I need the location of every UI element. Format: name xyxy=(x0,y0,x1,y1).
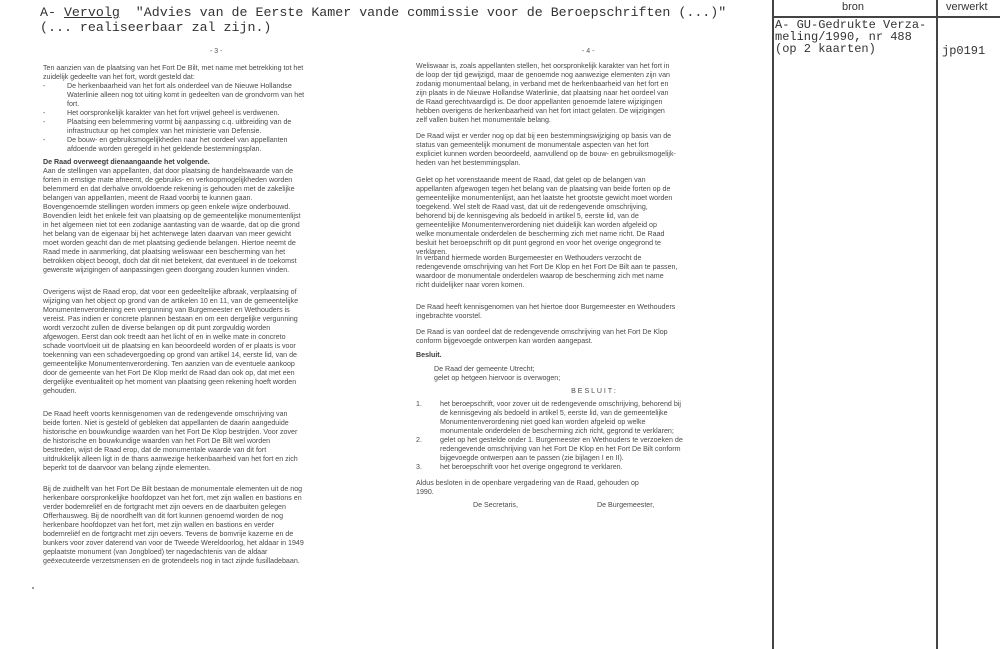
scan-speck xyxy=(32,587,34,589)
text-line: Bovengenoemde stellingen worden immers op geen enkele wijze onderbouwd. xyxy=(43,202,291,211)
text-line: bestreden, wijst de Raad erop, dat de monumentale waarde van dit fort xyxy=(43,445,267,454)
text-line: toegekend. Wel stelt de Raad vast, dat uit de redengevende omschrijving, xyxy=(416,202,648,211)
text-line: forten in ernstige mate afneemt, de gebruiks- en verkoopmogelijkheden worden xyxy=(43,175,293,184)
signature-mayor: De Burgemeester, xyxy=(597,501,655,509)
text-line: verder bodemreliëf en de fortgracht met zijn oevers en de daarbuiten gelegen xyxy=(43,502,286,511)
text-line: Het oorspronkelijk karakter van het fort vrijwel geheel is verdwenen. xyxy=(67,108,280,117)
text-line: schade voortvloeit uit de plaatsing en kan beoordeeld worden of er plaats is voor xyxy=(43,341,296,350)
text-line: 1990. xyxy=(416,487,434,496)
paragraph xyxy=(416,351,771,360)
text-line: monumentale onderdelen de bescherming zich richt, gegrond te verklaren; xyxy=(440,426,674,435)
paragraph xyxy=(416,303,771,321)
list-marker: - xyxy=(43,108,46,117)
text-line: behorend bij de kennisgeving als bedoeld in artikel 5, eerste lid, van de xyxy=(416,211,639,220)
text-line: De Raad wijst er verder nog op dat bij een bestemmingswijziging op basis van de xyxy=(416,131,672,140)
list-item xyxy=(43,109,393,118)
text-line: beperkt tot de daarvoor van belang zijnde elementen. xyxy=(43,463,211,472)
text-line: gemeentelijke monumentenlijst, aan het laatste het grootste gewicht moet worden xyxy=(416,193,673,202)
text-line: belemmerd en dat derhalve onvoldoende rekening is gehouden met de zakelijke xyxy=(43,184,295,193)
text-line: de kennisgeving als bedoeld in artikel 5, eerste lid, van de gemeentelijke xyxy=(440,408,668,417)
text-line: conform bijgevoegde ontwerpen kan worden aangepast. xyxy=(416,336,593,345)
list-item xyxy=(43,136,393,154)
text-line: Weliswaar is, zoals appellanten stellen, het oorspronkelijk karakter van het fort in xyxy=(416,61,670,70)
paragraph xyxy=(43,158,393,275)
paragraph xyxy=(416,132,771,168)
text-line: De bouw- en gebruiksmogelijkheden naar het oordeel van appellanten xyxy=(67,135,288,144)
text-line: zijn plaats in de Nieuwe Hollandse Waterlinie, dat plaatsing naar het oordeel van xyxy=(416,88,669,97)
text-line: Gelet op het vorenstaande meent de Raad, dat gelet op de belangen van xyxy=(416,175,646,184)
panel-divider-left xyxy=(772,0,774,649)
paragraph xyxy=(416,62,771,125)
text-line: zelf vallen buiten het monumentale belang. xyxy=(416,115,551,124)
paragraph xyxy=(43,485,393,566)
paragraph xyxy=(416,479,771,497)
text-line: Offerhausweg. Bij de noordhelft van dit fort kunnen genoemd worden de nog xyxy=(43,511,284,520)
text-line: herkenbare hoofdopzet van het fort, met zijn wallen en bastions en verder xyxy=(43,520,275,529)
text-line: De Raad is van oordeel dat de redengevende omschrijving van het Fort De Klop xyxy=(416,327,668,336)
list-marker: 3. xyxy=(416,462,422,471)
text-line: door de gemeente van het Fort De Klop merkt de Raad dan ook op, dat met een xyxy=(43,368,295,377)
text-line: verklaren. xyxy=(416,247,448,256)
paragraph xyxy=(416,400,771,472)
text-line: De Raad der gemeente Utrecht; xyxy=(434,364,535,373)
text-line: De herkenbaarheid van het fort als onderdeel van de Nieuwe Hollandse xyxy=(67,81,292,90)
text-line: Raad mede in aanmerking, dat plaatsing weliswaar een bescherming van het xyxy=(43,247,286,256)
text-line: welke monumentale onderdelen de bescherming zich met name richt. De Raad xyxy=(416,229,665,238)
text-line: geëxecuteerde verzetsmensen en de grotendeels nog in tact zijnde fusilladebaan. xyxy=(43,556,300,565)
list-item xyxy=(416,463,771,472)
text-line: bijgevoegde ontwerpen aan te passen (zie bijlagen I en II). xyxy=(440,453,624,462)
text-line: wordt verzocht zullen de diverse belangen op dit punt zorgvuldig worden xyxy=(43,323,271,332)
text-line: het belang van de eigenaar bij het achterwege laten daarvan van meer gewicht xyxy=(43,229,292,238)
text-line: fort. xyxy=(67,99,80,108)
text-line: moet worden geacht dan de met plaatsing gediende belangen. Hiertoe neemt de xyxy=(43,238,296,247)
title-line-2: (... realiseerbaar zal zijn.) xyxy=(40,20,272,35)
text-line: waardoor de monumentale onderdelen waarop de bescherming zich met name xyxy=(416,271,664,280)
text-line: Waterlinie alleen nog tot uiting komt in gedeelten van de grondvorm van het xyxy=(67,90,305,99)
paragraph xyxy=(43,288,393,396)
text-line: Plaatsing een belemmering vormt bij aanpassing c.q. uitbreiding van de xyxy=(67,117,292,126)
text-line: dergelijke eventualiteit op het moment van plaatsing geen rekening hoeft worden xyxy=(43,377,297,386)
source-line: meling/1990, nr 488 xyxy=(775,30,912,44)
text-line: richt duidelijker naar voren komen. xyxy=(416,280,525,289)
list-item xyxy=(416,400,771,436)
column-header-bron: bron xyxy=(842,1,865,13)
paragraph xyxy=(434,365,789,383)
title-prefix: A- xyxy=(40,5,64,20)
text-line: herkenbare oorspronkelijke hoofdopzet van het fort, met zijn wallen en bastions en xyxy=(43,493,302,502)
text-line: uitdrukkelijk alleen ligt in de thans aanwezige herkenbaarheid van het fort en zich xyxy=(43,454,298,463)
text-line: afgewogen. Eerst dan ook treedt aan het licht of en in welke mate in concreto xyxy=(43,332,286,341)
page-number-3: - 3 - xyxy=(210,48,223,55)
text-line: infrastructuur op het complex van het ministerie van Defensie. xyxy=(67,126,262,135)
text-line: historische en bouwkundige waarden van het Fort De Klop bestrijden. Voor zover xyxy=(43,427,298,436)
paragraph xyxy=(43,410,393,473)
text-line: de historische en bouwkundige waarden van het Fort De Bilt wel worden xyxy=(43,436,271,445)
text-line: appellanten afgewogen tegen het belang van de plaatsing van beide forten op de xyxy=(416,184,671,193)
text-line: de Raad gerechtvaardigd is. De door appellanten genoemde latere wijzigingen xyxy=(416,97,663,106)
paragraph-heading: Besluit. xyxy=(416,350,442,359)
text-line: vereist. Pas indien er concrete plannen bestaan en om een dergelijke vergunning xyxy=(43,314,298,323)
processed-code: jp0191 xyxy=(942,44,986,58)
paragraph xyxy=(416,328,771,346)
list-item xyxy=(43,118,393,136)
text-line: In verband hiermede worden Burgemeester en Wethouders verzocht de xyxy=(416,253,642,262)
list-marker: - xyxy=(43,81,46,90)
text-line: toekenning van een schadevergoeding op grond van artikel 14, eerste lid, van de xyxy=(43,350,297,359)
paragraph xyxy=(416,176,771,257)
source-line: (op 2 kaarten) xyxy=(775,42,876,56)
list-item xyxy=(416,436,771,463)
text-line: afdoende worden geregeld in het geldende bestemmingsplan. xyxy=(67,144,262,153)
text-line: in het algemeen niet tot een zodanige aantasting van de waarde, dat op die grond xyxy=(43,220,300,229)
paragraph xyxy=(43,82,393,154)
text-line: bodemreliëf en de fortgracht met zijn oevers. Tevens de bomvrije kazerne en de xyxy=(43,529,294,538)
paragraph xyxy=(416,254,771,290)
text-line: Ten aanzien van de plaatsing van het Fort De Bilt, met name met betrekking tot het xyxy=(43,63,304,72)
text-line: gemeentelijke Monumentenverordening niet duidelijk kan worden afgeleid op xyxy=(416,220,657,229)
title-line-1 xyxy=(40,5,726,20)
text-line: Aldus besloten in de openbare vergadering van de Raad, gehouden op xyxy=(416,478,639,487)
text-line: betrokken object beoogt, doch dat dit niet betekent, dat eventueel in de toekomst xyxy=(43,256,297,265)
text-line: beide forten. Niet is gesteld of gebleken dat appellanten de daarin aangeduide xyxy=(43,418,289,427)
page-number-4: - 4 - xyxy=(582,48,595,55)
text-line: redengevende omschrijving van het Fort De Klop en het Fort De Bilt aan te passen, xyxy=(416,262,678,271)
vervolg-label: Vervolg xyxy=(63,5,120,20)
paragraph xyxy=(43,64,393,82)
text-line: Monumentenverordening een vergunning van Burgemeester en Wethouders is xyxy=(43,305,290,314)
text-line: Bij de zuidhelft van het Fort De Bilt bestaan de monumentale elementen uit de nog xyxy=(43,484,303,493)
signature-secretary: De Secretaris, xyxy=(473,501,518,509)
text-line: De Raad heeft kennisgenomen van het hiertoe door Burgemeester en Wethouders xyxy=(416,302,676,311)
text-line: B E S L U I T : xyxy=(571,386,616,395)
text-line: geplaatste monument (van Jongbloed) ter nagedachtenis van de aldaar xyxy=(43,547,268,556)
text-line: wijziging van het object op grond van de artikelen 10 en 11, van de gemeentelijke xyxy=(43,296,299,305)
text-line: status van gemeentelijk monument de monumentale aspecten van het fort xyxy=(416,140,649,149)
paragraph xyxy=(416,387,771,396)
text-line: hebben overigens de herkenbaarheid van het fort intact gelaten. De wijzigingen xyxy=(416,106,665,115)
title-text: "Advies van de Eerste Kamer vande commissie voor de Beroepschriften (...)" xyxy=(119,5,727,20)
text-line: belangen van appellanten, meent de Raad voorbij te kunnen gaan. xyxy=(43,193,253,202)
text-line: Overigens wijst de Raad erop, dat voor een gedeeltelijke afbraak, verplaatsing of xyxy=(43,287,297,296)
text-line: gemeentelijke Monumentenverordening. Ten aanzien van de eventuele aankoop xyxy=(43,359,295,368)
text-line: besluit het beroepschrift op dit punt gegrond en voor het overige ongegrond te xyxy=(416,238,661,247)
text-line: De Raad heeft voorts kennisgenomen van de redengevende omschrijving van xyxy=(43,409,288,418)
list-marker: 1. xyxy=(416,399,422,408)
text-line: gehouden. xyxy=(43,386,77,395)
text-line: redengevende omschrijving van het Fort De Klop en het Fort De Bilt conform xyxy=(440,444,681,453)
text-line: Bovendien leidt het enkele feit van plaatsing op de gemeentelijke monumentenlijst xyxy=(43,211,301,220)
text-line: het beroepschrift, voor zover uit de redengevende omschrijving, behorend bij xyxy=(440,399,681,408)
panel-divider-middle xyxy=(936,0,938,649)
paragraph-heading: De Raad overweegt dienaangaande het volgende. xyxy=(43,157,210,166)
text-line: Aan de stellingen van appellanten, dat door plaatsing de handelswaarde van de xyxy=(43,166,294,175)
list-item xyxy=(43,82,393,109)
text-line: gelet op hetgeen hiervoor is overwogen; xyxy=(434,373,561,382)
text-line: ingebrachte voorstel. xyxy=(416,311,482,320)
text-line: zuidelijk gedeelte van het fort, wordt gesteld dat: xyxy=(43,72,195,81)
source-line: A- GU-Gedrukte Verza- xyxy=(775,18,927,32)
text-line: bunkers voor zover daterend van voor de Tweede Wereldoorlog, het aldaar in 1949 xyxy=(43,538,304,547)
list-marker: 2. xyxy=(416,435,422,444)
text-line: de loop der tijd gewijzigd, maar de genoemde nog aanwezige elementen zijn van xyxy=(416,70,670,79)
column-header-verwerkt: verwerkt xyxy=(946,1,988,13)
list-marker: - xyxy=(43,117,46,126)
text-line: expliciet kunnen worden beoordeeld, aanvullend op de bouw- en gebruiksmogelijk- xyxy=(416,149,676,158)
text-line: gewenste wijzigingen of aanpassingen geen doorgang zouden kunnen vinden. xyxy=(43,265,290,274)
list-marker: - xyxy=(43,135,46,144)
text-line: zodanig monumentaal belang, in verband met de herkenbaarheid van het fort en xyxy=(416,79,669,88)
text-line: gelet op het gestelde onder 1. Burgemeester en Wethouders te verzoeken de xyxy=(440,435,683,444)
text-line: het beroepschrift voor het overige ongegrond te verklaren. xyxy=(440,462,623,471)
text-line: heden van het bestemmingsplan. xyxy=(416,158,521,167)
text-line: Monumentenverordening niet goed kan worden afgeleid op welke xyxy=(440,417,646,426)
